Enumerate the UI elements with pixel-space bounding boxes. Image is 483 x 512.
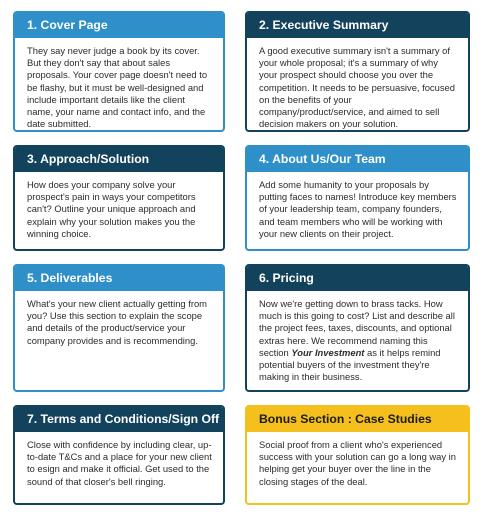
section-body: What's your new client actually getting from you? Use this section to explain the scope and details of the product/service your company provides and is recommending.: [27, 298, 207, 346]
section-card-pricing: [245, 264, 470, 392]
section-card-approach-solution: [13, 145, 225, 251]
section-body: Close with confidence by including clear, up-to-date T&Cs and a place for your new client to esign and make it official. Get used to the sound of that closer's bell ringing.: [27, 439, 212, 487]
section-title: 5. Deliverables: [15, 266, 223, 291]
section-card-executive-summary: [245, 11, 470, 132]
section-body-emphasis: Your Investment: [291, 346, 365, 358]
section-card-deliverables: [13, 264, 225, 392]
section-body: A good executive summary isn't a summary of your whole proposal; it's a summary of why your prospect should choose you over the competition. It needs to be persuasive, focused on the benefits of your company/product/service, and aimed to sell decision makers on your solution.: [259, 45, 455, 130]
section-card-cover-page: [13, 11, 225, 132]
section-body: Social proof from a client who's experienced success with your solution can go a long way in helping get your buyer over the line in the closing stages of the deal.: [259, 439, 456, 487]
section-title: 4. About Us/Our Team: [247, 147, 468, 172]
section-card-bonus-case-studies: [245, 405, 470, 505]
section-title: 1. Cover Page: [15, 13, 223, 38]
section-body: [247, 291, 468, 383]
section-card-terms-conditions: [13, 405, 225, 505]
section-title: 6. Pricing: [247, 266, 468, 291]
section-body: They say never judge a book by its cover. But they don't say that about sales proposals. Your cover page doesn't need to be flashy, but it must be well-designed and include important details like the client name, your name and contact info, and the date submitted.: [27, 45, 208, 130]
section-title: 2. Executive Summary: [247, 13, 468, 38]
section-title: 3. Approach/Solution: [15, 147, 223, 172]
section-body-text: as it helps remind potential buyers of the investment they're making in their business.: [259, 346, 441, 383]
section-body: Add some humanity to your proposals by putting faces to names! Introduce key members of your leadership team, company founders, and team members who will be working with your new clients on their project.: [259, 179, 457, 239]
section-title: Bonus Section : Case Studies: [247, 407, 468, 432]
section-card-about-us: [245, 145, 470, 251]
section-title: 7. Terms and Conditions/Sign Off: [15, 407, 223, 432]
section-body-text: Now we're getting down to brass tacks. How much is this going to cost? List and describe all the project fees, taxes, discounts, and optional extras here. We recommend naming this section: [259, 298, 455, 358]
section-body: How does your company solve your prospect's pain in ways your competitors can't? Outline your unique approach and explain why your solution makes you the winning choice.: [27, 179, 196, 239]
